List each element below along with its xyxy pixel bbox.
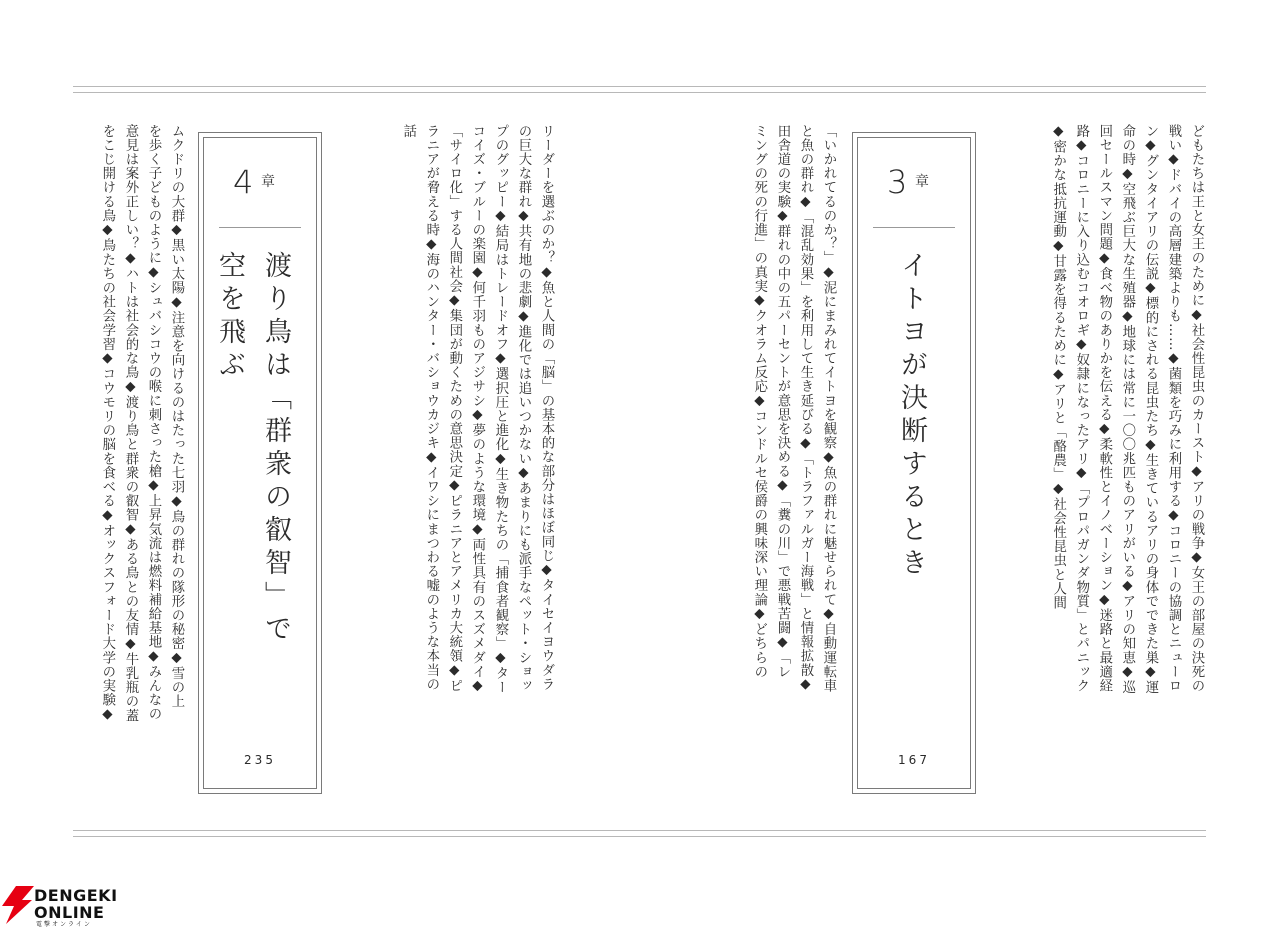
top-rule-inner — [73, 92, 1206, 93]
toc-line: ムクドリの大群◆黒い太陽◆注意を向けるのはたった七羽◆鳥の群れの隊形の秘密◆雪の上 — [169, 124, 184, 709]
chapter-4-heading — [219, 157, 301, 228]
chapter-label: 章 — [915, 174, 929, 190]
chapter-3-contents — [722, 124, 840, 804]
lightning-bolt-icon — [2, 886, 34, 924]
toc-line: 回セールスマン問題◆食べ物のありかを伝える◆柔軟性とイノベーション◆迷路と最適経 — [1096, 124, 1112, 693]
dengeki-online-logo — [0, 884, 130, 926]
toc-line: 命の時◆空飛ぶ巨大な生殖器◆地球には常に一〇〇兆匹ものアリがいる◆アリの知恵◆巡 — [1119, 124, 1135, 695]
chapter-3-box — [852, 132, 976, 794]
chapter-page-number: 167 — [898, 753, 930, 767]
toc-line: コイズ・ブルーの楽園◆何千羽ものアジサシ◆夢のような環境◆両性具有のスズメダイ◆ — [469, 124, 485, 695]
toc-line: ン◆グンタイアリの伝説◆標的にされる昆虫たち◆生きているアリの身体でできた巣◆運 — [1142, 124, 1158, 695]
chapter-title-line-1: 渡り鳥は「群衆の叡智」で — [260, 251, 291, 647]
toc-line: 田舎道の実験◆群れの中の五パーセントが意思を決める◆「糞の川」で悪戦苦闘◆「レ — [774, 124, 790, 679]
toc-line: ◆密かな抵抗運動◆甘露を得るために◆アリと「酪農」◆社会性昆虫と人間 — [1050, 124, 1066, 610]
chapter-3-heading — [873, 157, 955, 228]
toc-line: を歩く子どものように◆シュバシコウの喉に刺さった槍◆上昇気流は燃料補給基地◆みんなの — [145, 124, 161, 721]
right-toc-text — [1002, 124, 1208, 804]
toc-line: 戦い◆ドバイの高層建築よりも……◆菌類を巧みに利用する◆コロニーの協調とニューロ — [1165, 124, 1181, 693]
toc-line: リーダーを選ぶのか？◆魚と人間の「脳」の基本的な部分はほぼ同じ◆タイセイヨウダラ — [539, 124, 554, 692]
chapter-title-line-2: 空を飛ぶ — [214, 251, 245, 383]
logo-line-3: 電撃オンライン — [36, 921, 92, 928]
chapter-page-number: 235 — [244, 753, 276, 767]
toc-line: をこじ開ける鳥◆鳥たちの社会学習◆コウモリの脳を食べる◆オックスフォード大学の実験◆ — [99, 124, 115, 723]
logo-line-2: ONLINE — [34, 903, 105, 922]
chapter-number: 3 — [887, 163, 908, 201]
chapter-title: イトヨが決断するとき — [896, 251, 927, 581]
toc-line: 路◆コロニーに入り込むコオロギ◆奴隷になったアリ◆「プロパガンダ物質」とパニック — [1073, 124, 1089, 693]
bottom-rule-outer — [73, 836, 1206, 837]
top-rule-outer — [73, 86, 1206, 87]
toc-line: 「サイロ化」する人間社会◆集団が動くための意思決定◆ピラニアとアメリカ大統領◆ピ — [446, 124, 462, 693]
toc-line: ミングの死の行進」の真実◆クオラム反応◆コンドルセ侯爵の興味深い理論◆どちらの — [751, 124, 767, 679]
chapter-number: 4 — [233, 163, 254, 201]
chapter-label: 章 — [261, 174, 275, 190]
chapter-4-box — [198, 132, 322, 794]
toc-line: 意見は案外正しい？◆ハトは社会的な鳥◆渡り鳥と群衆の叡智◆ある鳥との友情◆牛乳瓶の蓋 — [122, 124, 138, 723]
toc-line: 話 — [400, 124, 416, 139]
toc-line: どもたちは王と女王のために◆社会性昆虫のカースト◆アリの戦争◆女王の部屋の決死の — [1189, 124, 1204, 693]
left-toc-text — [358, 124, 558, 804]
logo-line-1: DENGEKI — [34, 886, 118, 905]
bottom-rule-inner — [73, 830, 1206, 831]
toc-line: の巨大な群れ◆共有地の悲劇◆進化では追いつかない◆あまりにも派手なペット・ショッ — [515, 124, 531, 693]
toc-line: プのグッピー◆結局はトレードオフ◆選択圧と進化◆生き物たちの「捕食者観察」◆ター — [492, 124, 508, 695]
toc-line: ラニアが脅える時◆海のハンター・バショウカジキ◆イワシにまつわる嘘のような本当の — [423, 124, 439, 692]
toc-line: 「いかれてるのか？」◆泥にまみれてイトヨを観察◆魚の群れに魅せられて◆自動運転車 — [821, 124, 836, 693]
toc-line: と魚の群れ◆「混乱効果」を利用して生き延びる◆「トラファルガー海戦」と情報拡散◆ — [797, 124, 813, 693]
chapter-4-contents — [70, 124, 188, 804]
